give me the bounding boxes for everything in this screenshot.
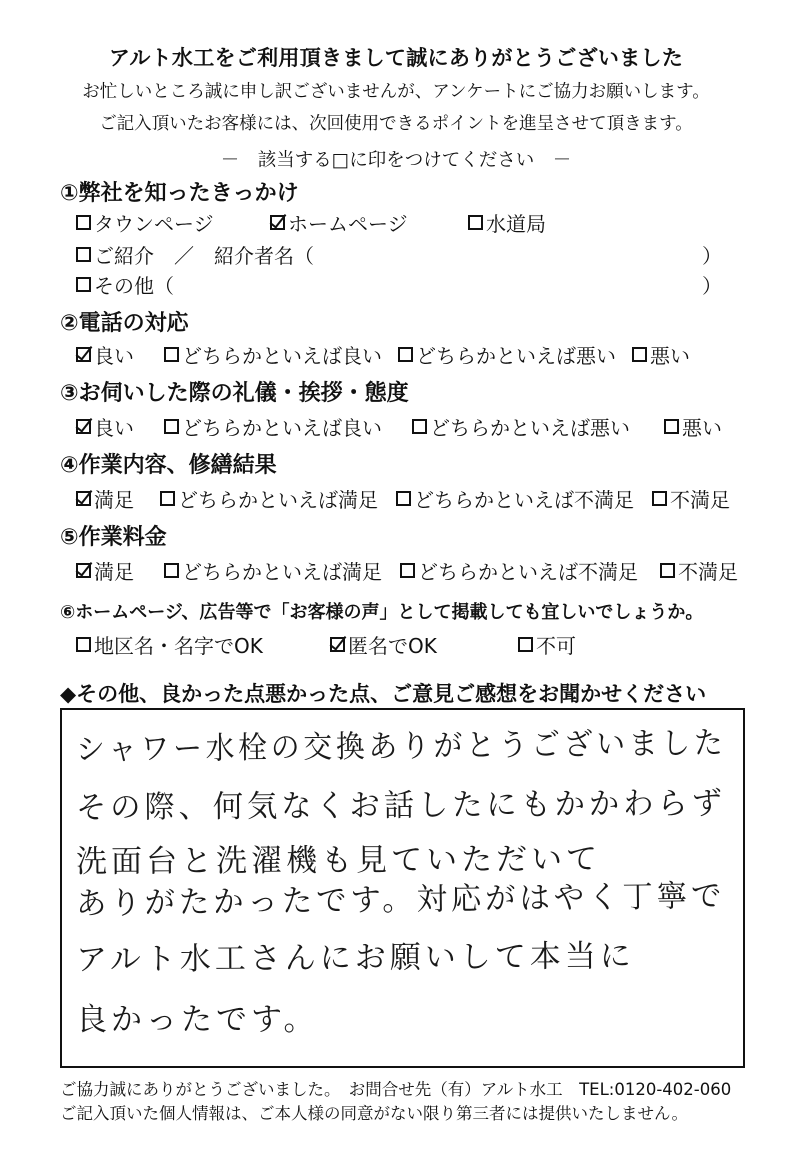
option-good[interactable] [76,412,134,441]
option-label: どちらかといえば満足 [182,560,382,584]
option-rather-dissatisfied[interactable] [396,484,634,513]
checkbox[interactable] [164,347,179,362]
option-satisfied[interactable] [76,484,134,513]
comment-line-3: 洗面台と洗濯機も見ていただいて [75,841,602,880]
checkbox[interactable] [468,215,483,230]
option-rather-good[interactable] [164,340,382,369]
option-rather-dissatisfied[interactable] [400,556,638,585]
checkbox[interactable] [400,563,415,578]
option-label: 匿名でOK [348,634,437,658]
checkbox-checked[interactable] [76,419,91,434]
option-referral[interactable] [76,240,314,269]
checkbox[interactable] [76,215,91,230]
footer-privacy: ご記入頂いた個人情報は、ご本人様の同意がない限り第三者には提供いたしません。 [60,1104,688,1123]
checkbox-checked[interactable] [76,347,91,362]
option-rather-bad[interactable] [398,340,616,369]
option-satisfied[interactable] [76,556,134,585]
option-dissatisfied[interactable] [652,484,730,513]
checkbox[interactable] [76,637,91,652]
checkbox[interactable] [652,491,667,506]
option-label: 水道局 [486,212,546,236]
option-anonymous-ok[interactable] [330,630,437,659]
checkbox-checked[interactable] [76,491,91,506]
section-2-title: ②電話の対応 [60,311,189,336]
checkbox-checked[interactable] [270,215,285,230]
option-rather-good[interactable] [164,412,382,441]
option-homepage[interactable] [270,208,408,237]
option-rather-bad[interactable] [412,412,630,441]
option-label: ホームページ [288,212,408,236]
option-label: その他（ [94,274,174,298]
checkbox[interactable] [398,347,413,362]
option-label: 悪い [650,344,690,368]
comment-heading: ◆その他、良かった点悪かった点、ご意見ご感想をお聞かせください [60,682,707,706]
instruction-text: － 該当する□に印をつけてください － [220,150,572,171]
referral-close-paren: ） [702,244,722,268]
option-not-allowed[interactable] [518,630,576,659]
option-bad[interactable] [632,340,690,369]
option-townpage[interactable] [76,208,214,237]
comment-line-6: 良かったです。 [76,1002,319,1038]
checkbox[interactable] [164,563,179,578]
checkbox[interactable] [164,419,179,434]
option-label: どちらかといえば悪い [430,416,630,440]
checkbox[interactable] [660,563,675,578]
option-label: 不満足 [670,488,730,512]
section-5-title: ⑤作業料金 [60,525,167,550]
option-label: どちらかといえば良い [182,416,382,440]
checkbox-checked[interactable] [76,563,91,578]
checkbox-checked[interactable] [330,637,345,652]
option-label: 良い [94,416,134,440]
comment-line-1: シャワー水栓の交換ありがとうございました [75,725,727,768]
comment-line-4: ありがたかったです。対応がはやく丁寧で [75,878,726,922]
section-4-title: ④作業内容、修繕結果 [60,453,277,478]
points-text: ご記入頂いたお客様には、次回使用できるポイントを進呈させて頂きます。 [99,114,693,134]
option-label: どちらかといえば悪い [416,344,616,368]
checkbox[interactable] [632,347,647,362]
section-3-title: ③お伺いした際の礼儀・挨拶・態度 [60,381,409,406]
checkbox[interactable] [664,419,679,434]
checkbox[interactable] [396,491,411,506]
comment-line-2: その際、何気なくお話したにもかかわらず [75,785,726,826]
footer-contact: ご協力誠にありがとうございました。 お問合せ先（有）アルト水工 TEL:0120-402-060 [60,1080,732,1099]
option-label: 良い [94,344,134,368]
option-other[interactable] [76,270,174,299]
checkbox[interactable] [76,277,91,292]
option-good[interactable] [76,340,134,369]
option-label: ご紹介 ／ 紹介者名（ [94,244,314,268]
option-label: どちらかといえば不満足 [414,488,634,512]
form-title: アルト水工をご利用頂きまして誠にありがとうございました [108,46,684,70]
option-label: 悪い [682,416,722,440]
checkbox[interactable] [518,637,533,652]
option-label: 地区名・名字でOK [94,634,263,658]
option-label: 不可 [536,634,576,658]
checkbox[interactable] [412,419,427,434]
option-water-bureau[interactable] [468,208,546,237]
option-label: 不満足 [678,560,738,584]
option-label: どちらかといえば満足 [178,488,378,512]
option-bad[interactable] [664,412,722,441]
option-label: 満足 [94,560,134,584]
option-label: タウンページ [94,212,214,236]
section-1-title: ①弊社を知ったきっかけ [60,181,299,206]
section-6-title: ⑥ホームページ、広告等で「お客様の声」として掲載しても宜しいでしょうか。 [60,602,704,623]
comment-line-5: アルト水工さんにお願いして本当に [75,938,635,978]
option-area-surname-ok[interactable] [76,630,263,659]
option-dissatisfied[interactable] [660,556,738,585]
option-rather-satisfied[interactable] [160,484,378,513]
other-close-paren: ） [702,274,722,298]
option-label: 満足 [94,488,134,512]
checkbox[interactable] [76,247,91,262]
option-rather-satisfied[interactable] [164,556,382,585]
checkbox[interactable] [160,491,175,506]
request-text: お忙しいところ誠に申し訳ございませんが、アンケートにご協力お願いします。 [82,82,710,102]
option-label: どちらかといえば不満足 [418,560,638,584]
option-label: どちらかといえば良い [182,344,382,368]
